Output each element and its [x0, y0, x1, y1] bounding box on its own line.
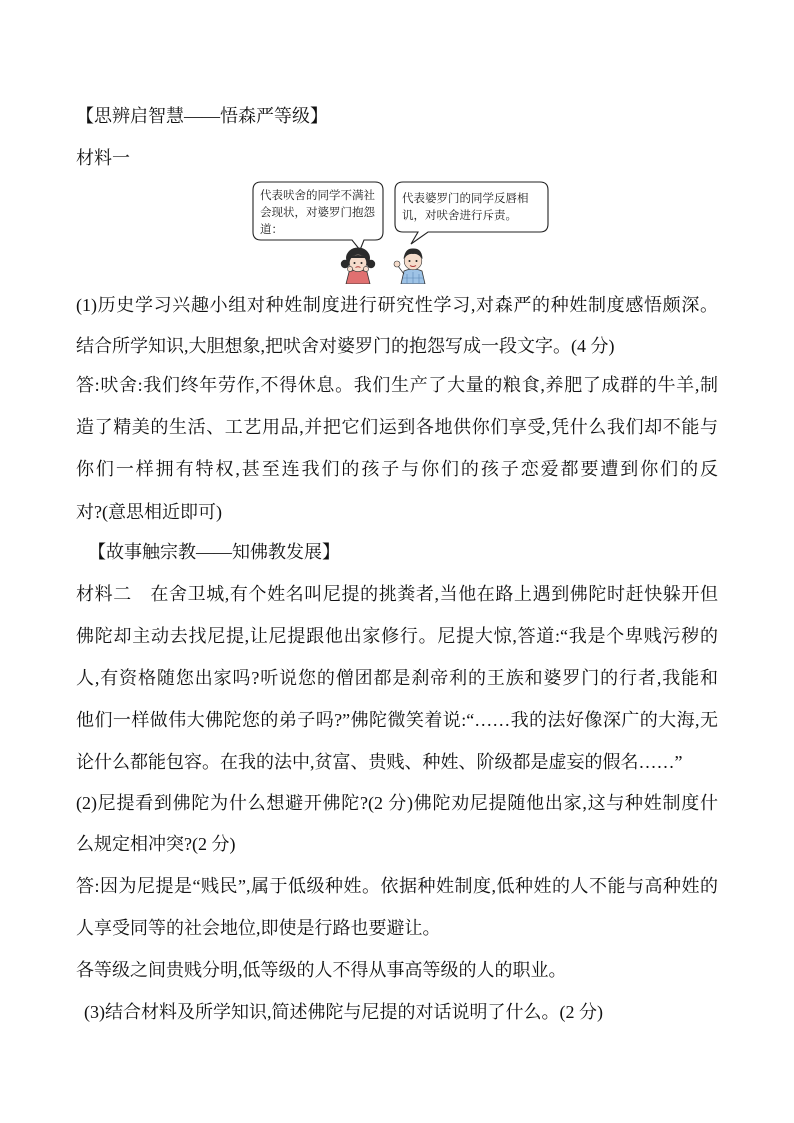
question-1-line: 结合所学知识,大胆想象,把吠舍对婆罗门的抱怨写成一段文字。(4 分): [76, 336, 615, 356]
bubble-left-line: 会现状，对婆罗门抱怨: [260, 207, 375, 219]
bubble-left-line: 道：: [260, 224, 283, 236]
speech-bubble-right: [395, 182, 548, 244]
bubble-right-line: 代表婆罗门的同学反唇相: [402, 193, 529, 205]
material-2-line: 他们一样做伟大佛陀您的弟子吗?”佛陀微笑着说:“……我的法好像深广的大海,无: [76, 710, 718, 730]
speech-bubble-illustration: [250, 178, 550, 284]
material-2-line: 佛陀却主动去找尼提,让尼提跟他出家修行。尼提大惊,答道:“我是个卑贱污秽的: [76, 626, 718, 646]
boy-figure: [394, 248, 425, 284]
answer-2-line: 答:因为尼提是“贱民”,属于低级种姓。依据种姓制度,低种姓的人不能与高种姓的: [76, 876, 718, 896]
answer-1-line: 答:吠舍:我们终年劳作,不得休息。我们生产了大量的粮食,养肥了成群的牛羊,制: [76, 375, 718, 395]
question-2-line: (2)尼提看到佛陀为什么想避开佛陀?(2 分)佛陀劝尼提随他出家,这与种姓制度什: [76, 793, 718, 813]
bubble-left-line: 代表吠舍的同学不满社: [260, 190, 375, 202]
question-1-line: (1)历史学习兴趣小组对种姓制度进行研究性学习,对森严的种姓制度感悟颇深。: [76, 295, 718, 315]
material-2-line: 材料二 在舍卫城,有个姓名叫尼提的挑粪者,当他在路上遇到佛陀时赶快躲开但: [76, 584, 718, 604]
section-heading-2: 【故事触宗教——知佛教发展】: [88, 542, 340, 562]
answer-1-line: 造了精美的生活、工艺用品,并把它们运到各地供你们享受,凭什么我们却不能与: [76, 417, 718, 437]
answer-2-line: 人享受同等的社会地位,即使是行路也要避让。: [76, 918, 441, 938]
question-2-line: 么规定相冲突?(2 分): [76, 834, 236, 854]
answer-1-line: 你们一样拥有特权,甚至连我们的孩子与你们的孩子恋爱都要遭到你们的反: [76, 459, 718, 479]
material-2-line: 论什么都能包容。在我的法中,贫富、贵贱、种姓、阶级都是虚妄的假名……”: [76, 752, 683, 772]
answer-1-line: 对?(意思相近即可): [76, 502, 222, 522]
material-2-line: 人,有资格随您出家吗?听说您的僧团都是刹帝利的王族和婆罗门的行者,我能和: [76, 668, 718, 688]
answer-2-line: 各等级之间贵贱分明,低等级的人不得从事高等级的人的职业。: [76, 960, 567, 980]
question-3: (3)结合材料及所学知识,简述佛陀与尼提的对话说明了什么。(2 分): [84, 1002, 603, 1022]
speech-bubble-left: [253, 182, 383, 250]
material-1-label: 材料一: [76, 148, 130, 168]
bubble-right-line: 讥，对吠舍进行斥责。: [402, 210, 517, 222]
section-heading-1: 【思辨启智慧——悟森严等级】: [76, 106, 328, 126]
girl-figure: [341, 248, 375, 285]
